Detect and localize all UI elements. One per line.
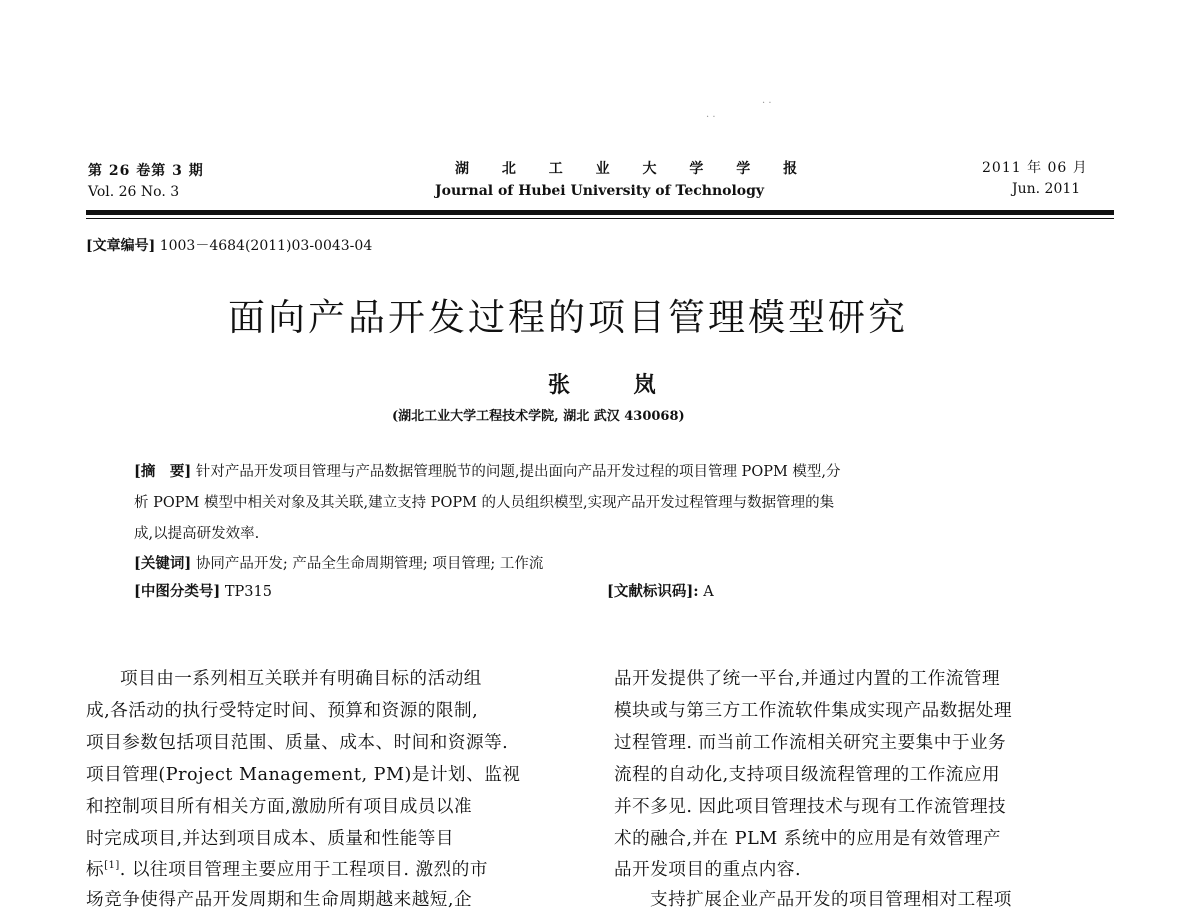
body-right-line: 支持扩展企业产品开发的项目管理相对工程项 [650, 890, 1012, 910]
body-left-line: 场竞争使得产品开发周期和生命周期越来越短,企 [86, 890, 473, 910]
date-cn: 2011 年 06 月 [982, 160, 1088, 176]
journal-en: Journal of Hubei University of Technology [435, 183, 765, 199]
abstract-label: [摘 要] [134, 463, 192, 480]
keywords-value: 协同产品开发; 产品全生命周期管理; 项目管理; 工作流 [195, 556, 544, 572]
scan-speck: · · [762, 98, 772, 109]
body-left-line: 项目由一系列相互关联并有明确目标的活动组 [120, 669, 482, 689]
keywords [134, 552, 543, 573]
page-title: 面向产品开发过程的项目管理模型研究 [228, 296, 908, 339]
article-id-label: [文章编号] [86, 238, 156, 254]
classification-value: TP315 [224, 584, 272, 600]
header-rule-thin [86, 218, 1114, 219]
abstract-line-3: 成,以提高研发效率. [134, 526, 260, 542]
classification-label: [中图分类号] [134, 583, 221, 600]
body-left-line-7 [86, 856, 488, 881]
reference-marker: [1] [104, 860, 120, 872]
doc-code-label: [文献标识码]: [607, 583, 699, 600]
keywords-label: [关键词] [134, 555, 192, 572]
doc-code-value: A [703, 584, 714, 600]
body-right-line: 并不多见. 因此项目管理技术与现有工作流管理技 [614, 797, 1007, 817]
affiliation: (湖北工业大学工程技术学院, 湖北 武汉 430068) [392, 409, 685, 424]
abstract-line-1 [134, 460, 841, 481]
scan-speck: · · [706, 112, 716, 123]
body-right-line: 模块或与第三方工作流软件集成实现产品数据处理 [614, 701, 1013, 721]
body-left-line: 项目管理(Project Management, PM)是计划、监视 [86, 765, 521, 785]
header-rule-thick [86, 210, 1114, 215]
body-right-line: 流程的自动化,支持项目级流程管理的工作流应用 [614, 765, 1001, 785]
classification [134, 580, 272, 601]
body-left-text: . 以往项目管理主要应用于工程项目. 激烈的市 [119, 860, 488, 880]
body-left-line: 和控制项目所有相关方面,激励所有项目成员以准 [86, 797, 473, 817]
body-left-text: 标 [86, 860, 105, 880]
abstract-text: 针对产品开发项目管理与产品数据管理脱节的问题,提出面向产品开发过程的项目管理 POPM 模型,分 [195, 464, 841, 480]
body-right-line: 术的融合,并在 PLM 系统中的应用是有效管理产 [614, 829, 1002, 849]
article-id-value: 1003－4684(2011)03-0043-04 [159, 238, 373, 254]
author: 张 岚 [548, 372, 684, 398]
body-left-line: 成,各活动的执行受特定时间、预算和资源的限制, [86, 701, 479, 721]
article-id [86, 235, 372, 255]
body-right-line: 过程管理. 而当前工作流相关研究主要集中于业务 [614, 733, 1007, 753]
journal-cn: 湖 北 工 业 大 学 学 报 [455, 161, 812, 177]
body-right-line: 品开发项目的重点内容. [614, 860, 802, 880]
body-left-line: 时完成项目,并达到项目成本、质量和性能等目 [86, 829, 454, 849]
body-left-line: 项目参数包括项目范围、质量、成本、时间和资源等. [86, 733, 509, 753]
doc-code [607, 580, 714, 601]
abstract-line-2: 析 POPM 模型中相关对象及其关联,建立支持 POPM 的人员组织模型,实现产品开发过程管理与数据管理的集 [134, 495, 835, 511]
issue-cn: 第 26 卷第 3 期 [88, 163, 204, 179]
date-en: Jun. 2011 [1012, 181, 1081, 197]
issue-en: Vol. 26 No. 3 [88, 184, 180, 200]
body-right-line: 品开发提供了统一平台,并通过内置的工作流管理 [614, 669, 1001, 689]
